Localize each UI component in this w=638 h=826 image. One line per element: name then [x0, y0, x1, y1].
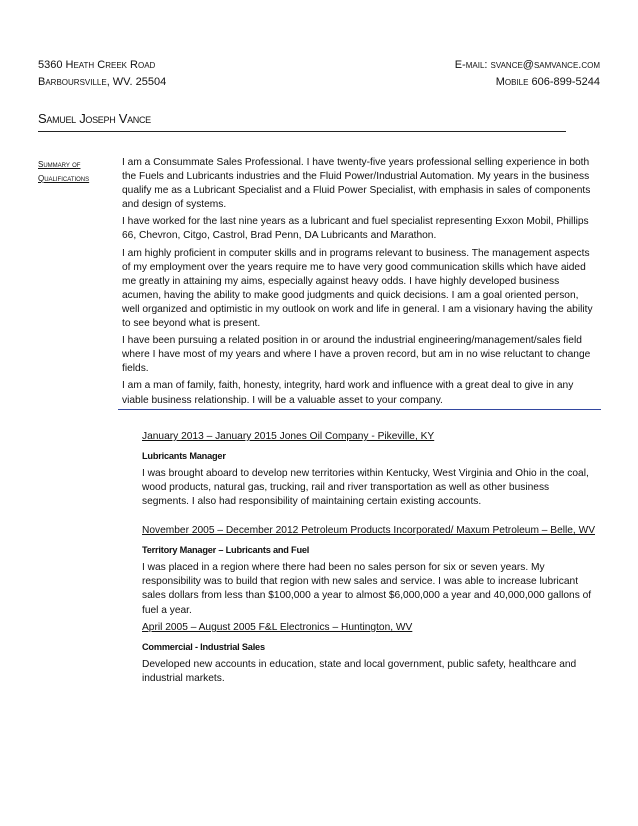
mobile-phone: Mobile 606-899-5244 [495, 76, 600, 88]
job-description: Developed new accounts in education, state and local government, public safety, healthcare and industrial markets. [142, 659, 577, 685]
job-heading: January 2013 – January 2015 Jones Oil Company - Pikeville, KY [142, 431, 435, 442]
name-divider [38, 131, 566, 132]
job-description: I was brought aboard to develop new territories within Kentucky, West Virginia and Ohio in the coal, wood products, natural gas, trucking, rail and river transportation as well as other business segments. I also had responsibility of maintaining certain existing accounts. [142, 468, 589, 508]
candidate-name: Samuel Joseph Vance [38, 111, 151, 126]
job-heading: November 2005 – December 2012 Petroleum Products Incorporated/ Maxum Petroleum – Belle, WV [142, 525, 595, 536]
job-description: I was placed in a region where there had been no sales person for six or seven years. My responsibility was to build that region with new sales and service. I was able to increase lubricant sales dollars from less than $100,000 a year to almost $6,000,000 a year and 40,000,000 gallons of fuel a year. [142, 562, 592, 616]
address-line-2: Barboursville, WV. 25504 [38, 76, 167, 88]
job-title: Commercial - Industrial Sales [142, 642, 265, 652]
email-address: E-mail: svance@samvance.com [454, 59, 600, 71]
job-title: Lubricants Manager [142, 451, 226, 461]
job-heading: April 2005 – August 2005 F&L Electronics – Huntington, WV [142, 622, 413, 633]
job-entry [142, 524, 598, 618]
address-line-1: 5360 Heath Creek Road [38, 59, 156, 71]
summary-paragraph: I have worked for the last nine years as a lubricant and fuel specialist representing Exxon Mobil, Phillips 66, Chevron, Citgo, Castrol, Brad Penn, DA Lubricants and Marathon. [122, 216, 589, 242]
job-entry [142, 621, 598, 686]
summary-paragraph: I have been pursuing a related position in or around the industrial engineering/management/sales field where I have most of my years and where I have a proven record, but am in no wise reluctant to change fields. [122, 335, 591, 375]
summary-section [122, 156, 598, 411]
summary-divider [118, 409, 601, 410]
summary-section-label: Summary of Qualifications [38, 160, 90, 183]
summary-paragraph: I am a man of family, faith, honesty, integrity, hard work and influence with a great deal to give in any viable business relationship. I will be a valuable asset to your company. [122, 380, 574, 406]
job-title: Territory Manager – Lubricants and Fuel [142, 545, 310, 555]
summary-paragraph: I am highly proficient in computer skills and in programs relevant to business. The management aspects of my employment over the years require me to have very good communication skills which have aided me greatly in attaining my aims, especially against heavy odds. I have highly developed business acumen, having the ability to make good judgments and quick decisions. I am a goal oriented person, well organized and optimistic in my outlook on work and life in general. I am a visionary having the ability to see beyond what is present. [122, 247, 593, 330]
job-entry [142, 430, 598, 510]
summary-paragraph: I am a Consummate Sales Professional. I have twenty-five years professional selling experience in both the Fuels and Lubricants industries and the Fluid Power/Industrial Automation. My years in the business qualify me as a Lubricant Specialist and a Fluid Power Specialist, with emphasis in sales of components and design of systems. [122, 157, 591, 211]
